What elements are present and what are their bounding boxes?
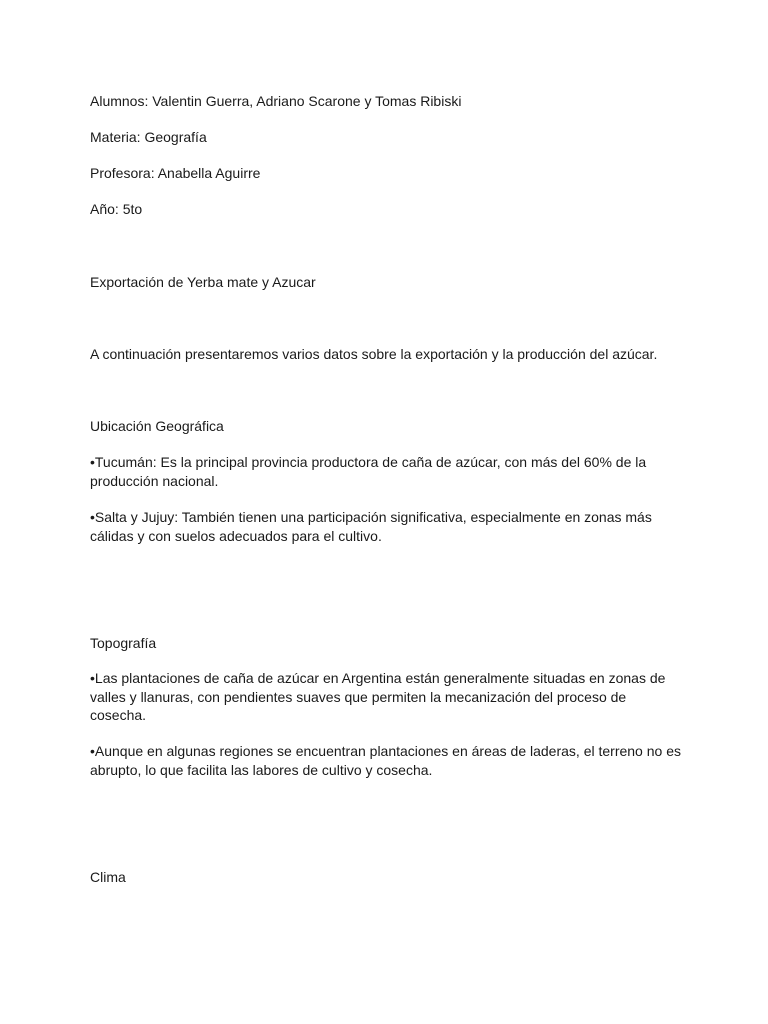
year-line: Año: 5to xyxy=(90,201,143,217)
intro-paragraph: A continuación presentaremos varios datos sobre la exportación y la producción del azúcar. xyxy=(90,346,658,362)
climate-heading: Clima xyxy=(90,869,126,885)
document-title: Exportación de Yerba mate y Azucar xyxy=(90,274,316,290)
location-heading: Ubicación Geográfica xyxy=(90,418,224,434)
students-line: Alumnos: Valentin Guerra, Adriano Scarone y Tomas Ribiski xyxy=(90,93,462,109)
topography-bullet-valleys: •Las plantaciones de caña de azúcar en Argentina están generalmente situadas en zonas de valles y llanuras, con pendientes suaves que permiten la mecanización del proceso de cosecha. xyxy=(90,670,666,723)
teacher-line: Profesora: Anabella Aguirre xyxy=(90,165,261,181)
topography-heading: Topografía xyxy=(90,635,157,651)
location-bullet-salta-jujuy: •Salta y Jujuy: También tienen una participación significativa, especialmente en zonas más cálidas y con suelos adecuados para el cultivo. xyxy=(90,509,652,544)
location-bullet-tucuman: •Tucumán: Es la principal provincia productora de caña de azúcar, con más del 60% de la producción nacional. xyxy=(90,454,647,489)
topography-bullet-slopes: •Aunque en algunas regiones se encuentran plantaciones en áreas de laderas, el terreno no es abrupto, lo que facilita las labores de cultivo y cosecha. xyxy=(90,743,681,778)
subject-line: Materia: Geografía xyxy=(90,129,207,145)
